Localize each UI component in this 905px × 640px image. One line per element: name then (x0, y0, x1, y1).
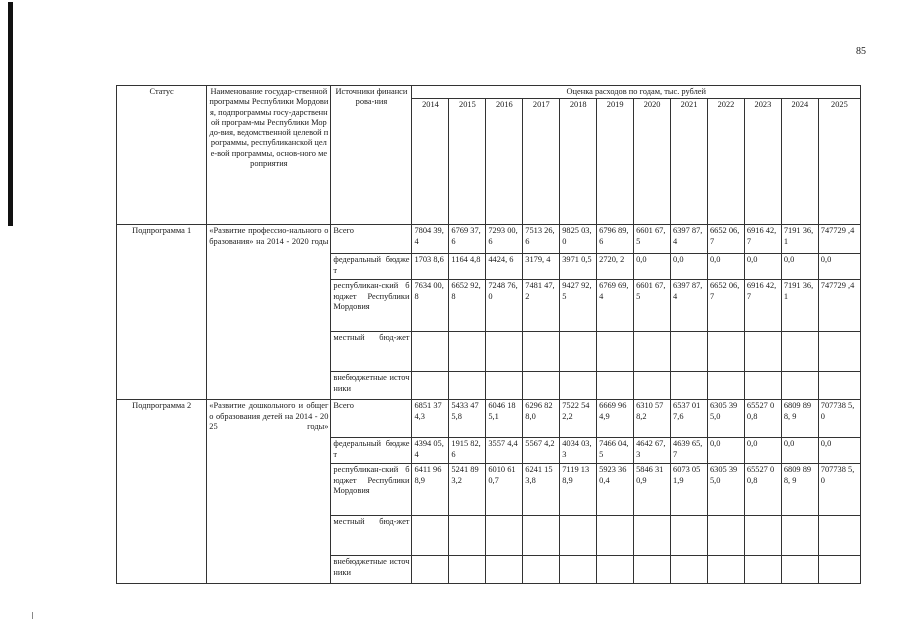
value-cell: 7466 04,5 (597, 438, 634, 464)
value-cell (412, 556, 449, 584)
year-header: 2020 (634, 99, 671, 225)
value-cell (671, 372, 708, 400)
value-cell: 7522 542,2 (560, 400, 597, 438)
value-cell (486, 556, 523, 584)
value-cell (744, 516, 781, 556)
year-header: 2022 (707, 99, 744, 225)
funding-source: федеральный бюджет (331, 254, 412, 280)
value-cell: 6916 42,7 (744, 280, 781, 332)
year-header: 2016 (486, 99, 523, 225)
value-cell (634, 556, 671, 584)
year-header: 2025 (818, 99, 860, 225)
value-cell: 7481 47,2 (523, 280, 560, 332)
value-cell: 3179, 4 (523, 254, 560, 280)
value-cell: 7293 00,6 (486, 225, 523, 254)
value-cell: 4034 03,3 (560, 438, 597, 464)
value-cell (449, 332, 486, 372)
value-cell: 6411 968,9 (412, 464, 449, 516)
value-cell (671, 332, 708, 372)
expenditure-table (116, 85, 861, 584)
funding-source: местный бюд-жет (331, 332, 412, 372)
year-header: 2021 (671, 99, 708, 225)
value-cell (449, 516, 486, 556)
value-cell: 707738 5,0 (818, 400, 860, 438)
value-cell (707, 372, 744, 400)
table-row (117, 225, 861, 254)
value-cell: 65527 00,8 (744, 400, 781, 438)
year-header: 2018 (560, 99, 597, 225)
value-cell: 747729 ,4 (818, 280, 860, 332)
year-header: 2017 (523, 99, 560, 225)
value-cell: 65527 00,8 (744, 464, 781, 516)
value-cell: 6916 42,7 (744, 225, 781, 254)
value-cell: 6601 67,5 (634, 280, 671, 332)
value-cell (523, 372, 560, 400)
value-cell: 1164 4,8 (449, 254, 486, 280)
funding-source: внебюджетные источники (331, 556, 412, 584)
value-cell (818, 332, 860, 372)
value-cell (449, 556, 486, 584)
page-number: 85 (856, 46, 866, 57)
value-cell: 6769 69,4 (597, 280, 634, 332)
value-cell (634, 516, 671, 556)
funding-source: местный бюд-жет (331, 516, 412, 556)
value-cell: 1915 82,6 (449, 438, 486, 464)
value-cell (671, 516, 708, 556)
value-cell (781, 332, 818, 372)
value-cell: 6305 395,0 (707, 464, 744, 516)
funding-source: республикан-ский бюджет Республики Мордовия (331, 280, 412, 332)
value-cell (781, 372, 818, 400)
value-cell: 0,0 (818, 438, 860, 464)
header-source: Источники финансирова-ния (331, 86, 412, 225)
scan-mark (32, 612, 33, 619)
binding-shadow (8, 2, 13, 226)
value-cell: 7119 138,9 (560, 464, 597, 516)
value-cell (818, 516, 860, 556)
value-cell (597, 556, 634, 584)
value-cell: 5433 475,8 (449, 400, 486, 438)
value-cell: 6310 578,2 (634, 400, 671, 438)
value-cell: 6397 87,4 (671, 225, 708, 254)
value-cell: 6669 964,9 (597, 400, 634, 438)
year-header: 2024 (781, 99, 818, 225)
value-cell: 6652 06,7 (707, 225, 744, 254)
value-cell: 6652 92,8 (449, 280, 486, 332)
value-cell: 5846 310,9 (634, 464, 671, 516)
value-cell: 6809 898, 9 (781, 464, 818, 516)
value-cell (781, 556, 818, 584)
value-cell (523, 516, 560, 556)
header-status: Статус (117, 86, 207, 225)
value-cell: 6652 06,7 (707, 280, 744, 332)
value-cell: 6769 37,6 (449, 225, 486, 254)
value-cell (412, 372, 449, 400)
value-cell: 3971 0,5 (560, 254, 597, 280)
value-cell (486, 332, 523, 372)
value-cell: 7513 26,6 (523, 225, 560, 254)
value-cell: 2720, 2 (597, 254, 634, 280)
value-cell (634, 372, 671, 400)
year-header: 2015 (449, 99, 486, 225)
value-cell: 3557 4,4 (486, 438, 523, 464)
funding-source: федеральный бюджет (331, 438, 412, 464)
value-cell (486, 516, 523, 556)
row-status: Подпрограмма 1 (117, 225, 207, 400)
header-estimate: Оценка расходов по годам, тыс. рублей (412, 86, 861, 99)
value-cell (707, 516, 744, 556)
value-cell (597, 332, 634, 372)
value-cell: 0,0 (671, 254, 708, 280)
header-program: Наименование государ-ственной программы Республики Мордовия, подпрограммы госу-дарственной програм-мы Республики Мордо-вия, ведомственной целевой программы, республиканской целе-вой программы, основ-ного мероприятия (207, 86, 331, 225)
value-cell: 6241 153,8 (523, 464, 560, 516)
value-cell: 5567 4,2 (523, 438, 560, 464)
value-cell: 7191 36,1 (781, 280, 818, 332)
value-cell: 6796 89,6 (597, 225, 634, 254)
value-cell: 6046 185,1 (486, 400, 523, 438)
funding-source: внебюджетные источники (331, 372, 412, 400)
value-cell: 0,0 (818, 254, 860, 280)
value-cell (818, 556, 860, 584)
value-cell: 4639 65,7 (671, 438, 708, 464)
value-cell: 7191 36,1 (781, 225, 818, 254)
value-cell: 7804 39,4 (412, 225, 449, 254)
value-cell: 6809 898, 9 (781, 400, 818, 438)
value-cell: 0,0 (707, 438, 744, 464)
year-header: 2023 (744, 99, 781, 225)
value-cell: 6010 610,7 (486, 464, 523, 516)
value-cell (486, 372, 523, 400)
value-cell: 6305 395,0 (707, 400, 744, 438)
value-cell (707, 556, 744, 584)
year-header: 2019 (597, 99, 634, 225)
value-cell: 0,0 (744, 438, 781, 464)
value-cell (818, 372, 860, 400)
value-cell (560, 516, 597, 556)
funding-source: Всего (331, 225, 412, 254)
funding-source: Всего (331, 400, 412, 438)
value-cell: 0,0 (781, 438, 818, 464)
table-row (117, 400, 861, 438)
value-cell: 5923 360,4 (597, 464, 634, 516)
value-cell: 4394 05,4 (412, 438, 449, 464)
value-cell: 0,0 (781, 254, 818, 280)
value-cell (523, 332, 560, 372)
value-cell: 0,0 (707, 254, 744, 280)
value-cell (781, 516, 818, 556)
value-cell: 1703 8,6 (412, 254, 449, 280)
value-cell: 7634 00,8 (412, 280, 449, 332)
value-cell: 0,0 (744, 254, 781, 280)
value-cell: 707738 5,0 (818, 464, 860, 516)
value-cell (560, 332, 597, 372)
value-cell: 6851 374,3 (412, 400, 449, 438)
value-cell: 6073 051,9 (671, 464, 708, 516)
value-cell (412, 332, 449, 372)
value-cell (597, 516, 634, 556)
year-header: 2014 (412, 99, 449, 225)
value-cell (449, 372, 486, 400)
value-cell (412, 516, 449, 556)
value-cell: 4642 67,3 (634, 438, 671, 464)
value-cell (634, 332, 671, 372)
value-cell: 0,0 (634, 254, 671, 280)
value-cell: 9427 92,5 (560, 280, 597, 332)
value-cell (671, 556, 708, 584)
value-cell (523, 556, 560, 584)
value-cell (744, 332, 781, 372)
row-program-name: «Развитие профессио-нального образования» на 2014 - 2020 годы (207, 225, 331, 400)
value-cell: 6296 828,0 (523, 400, 560, 438)
value-cell: 9825 03,0 (560, 225, 597, 254)
value-cell: 7248 76,0 (486, 280, 523, 332)
value-cell (707, 332, 744, 372)
row-program-name: «Развитие дошкольного и общего образования детей на 2014 - 2025 годы» (207, 400, 331, 584)
value-cell: 6601 67,5 (634, 225, 671, 254)
value-cell (560, 556, 597, 584)
value-cell: 6537 017,6 (671, 400, 708, 438)
value-cell: 4424, 6 (486, 254, 523, 280)
value-cell: 747729 ,4 (818, 225, 860, 254)
value-cell: 6397 87,4 (671, 280, 708, 332)
value-cell (744, 372, 781, 400)
row-status: Подпрограмма 2 (117, 400, 207, 584)
value-cell (597, 372, 634, 400)
value-cell: 5241 893,2 (449, 464, 486, 516)
value-cell (744, 556, 781, 584)
value-cell (560, 372, 597, 400)
funding-source: республикан-ский бюджет Республики Мордовия (331, 464, 412, 516)
